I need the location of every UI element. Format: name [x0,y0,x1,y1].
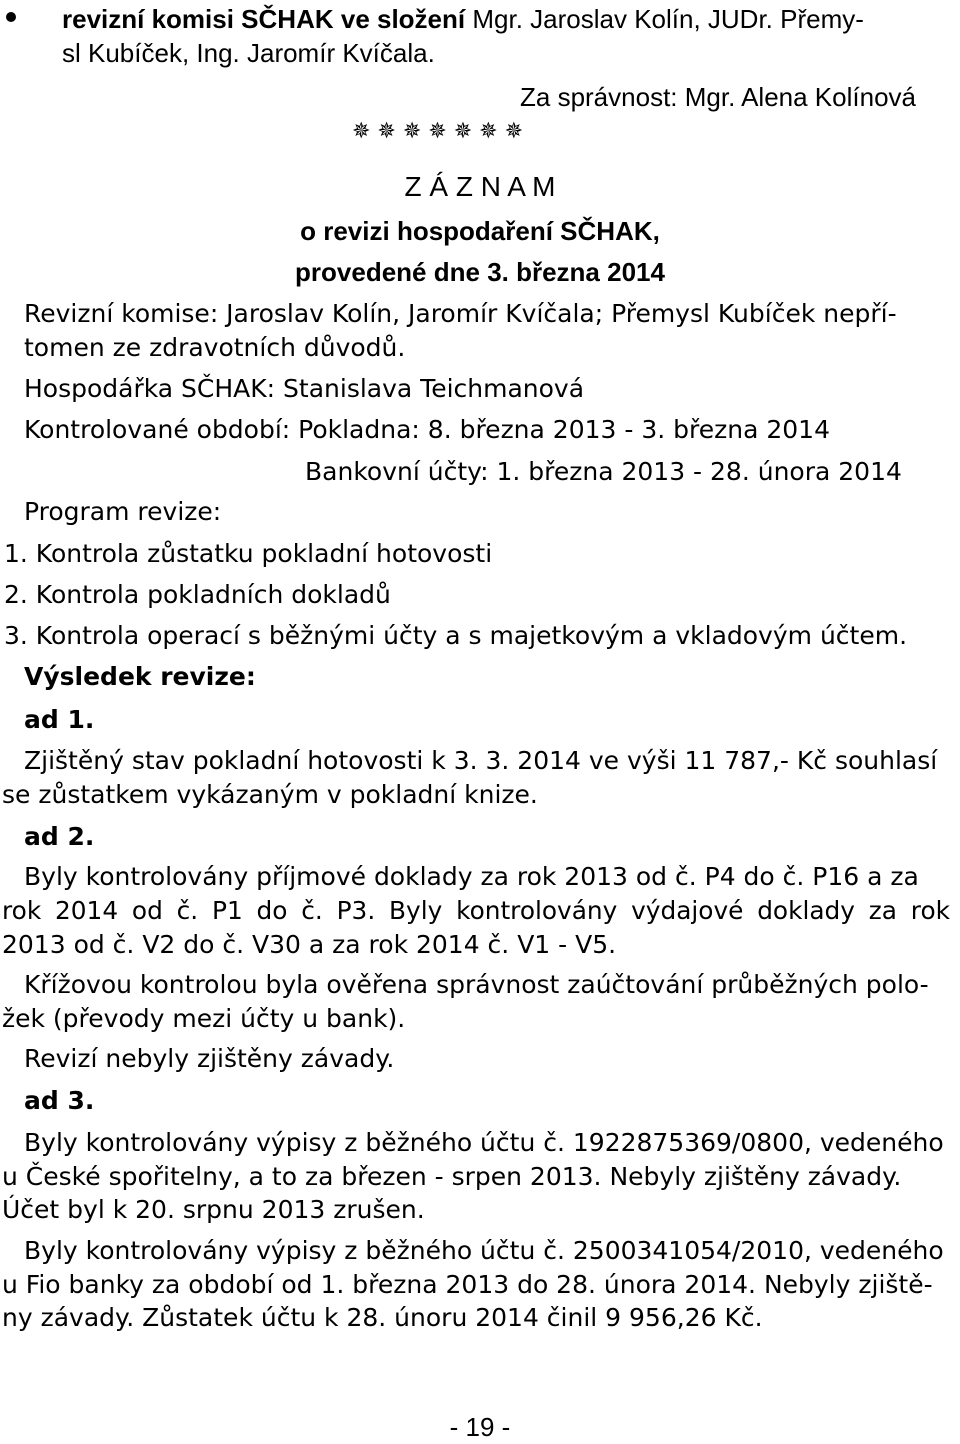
ad2-p3: Revizí nebyly zjištěny závady. [24,1044,395,1073]
ad2-p1-line-1: Byly kontrolovány příjmové doklady za rok 2013 od č. P4 do č. P16 a za [24,862,919,891]
period-bank-line: Bankovní účty: 1. března 2013 - 28. února 2014 [305,457,902,486]
commission-line-1: Revizní komise: Jaroslav Kolín, Jaromír Kvíčala; Přemysl Kubíček nepří- [24,299,897,328]
ad3-label: ad 3. [24,1086,95,1115]
intro-bold-text: revizní komisi SČHAK ve složení [62,4,466,34]
period-cash-line: Kontrolované období: Pokladna: 8. března 2013 - 3. března 2014 [24,415,830,444]
treasurer-line: Hospodářka SČHAK: Stanislava Teichmanová [24,374,585,403]
record-date: provedené dne 3. března 2014 [295,257,665,287]
ad1-text-line-1: Zjištěný stav pokladní hotovosti k 3. 3. 2014 ve výši 11 787,- Kč souhlasí [24,746,938,775]
program-item: 3. Kontrola operací s běžnými účty a s majetkovým a vkladovým účtem. [4,621,908,650]
ad3-p2-line-2: u Fio banky za období od 1. března 2013 do 28. února 2014. Nebyly zjiště- [2,1270,933,1299]
intro-line-2: sl Kubíček, Ing. Jaromír Kvíčala. [62,38,435,68]
ad2-p2-line-2: žek (převody mezi účty u bank). [2,1004,406,1033]
page-number: - 19 - [449,1412,511,1442]
record-title: Z Á Z N A M [404,171,556,202]
ad3-p1-line-1: Byly kontrolovány výpisy z běžného účtu č. 1922875369/0800, vedeného [24,1128,944,1157]
ad2-p1-line-2: rok 2014 od č. P1 do č. P3. Byly kontrolovány výdajové doklady za rok [2,896,950,925]
program-item: 2. Kontrola pokladních dokladů [4,580,391,609]
ad3-p1-line-2: u České spořitelny, a to za březen - srpen 2013. Nebyly zjištěny závady. [2,1162,902,1191]
star-ornament-icon: ✵✵✵✵✵✵✵ [352,118,531,143]
ad2-p1-line-3: 2013 od č. V2 do č. V30 a za rok 2014 č. V1 - V5. [2,930,617,959]
intro-line-1 [62,2,864,36]
ad1-text-line-2: se zůstatkem vykázaným v pokladní knize. [2,780,538,809]
ad3-p1-line-3: Účet byl k 20. srpnu 2013 zrušen. [2,1195,425,1224]
ad2-p2-line-1: Křížovou kontrolou byla ověřena správnost zaúčtování průběžných polo- [24,970,929,999]
ad3-p2-line-1: Byly kontrolovány výpisy z běžného účtu č. 2500341054/2010, vedeného [24,1236,944,1265]
commission-line-2: tomen ze zdravotních důvodů. [24,333,406,362]
result-heading: Výsledek revize: [24,662,256,691]
bullet-icon [6,12,16,22]
record-subtitle: o revizi hospodaření SČHAK, [300,216,660,246]
ad3-p2-line-3: ny závady. Zůstatek účtu k 28. únoru 2014 činil 9 956,26 Kč. [2,1303,763,1332]
intro-rest-text: Mgr. Jaroslav Kolín, JUDr. Přemy- [465,4,864,34]
program-item: 1. Kontrola zůstatku pokladní hotovosti [4,539,493,568]
correctness-signature: Za správnost: Mgr. Alena Kolínová [520,82,916,112]
program-heading: Program revize: [24,497,222,526]
ad1-label: ad 1. [24,705,95,734]
ad2-label: ad 2. [24,822,95,851]
